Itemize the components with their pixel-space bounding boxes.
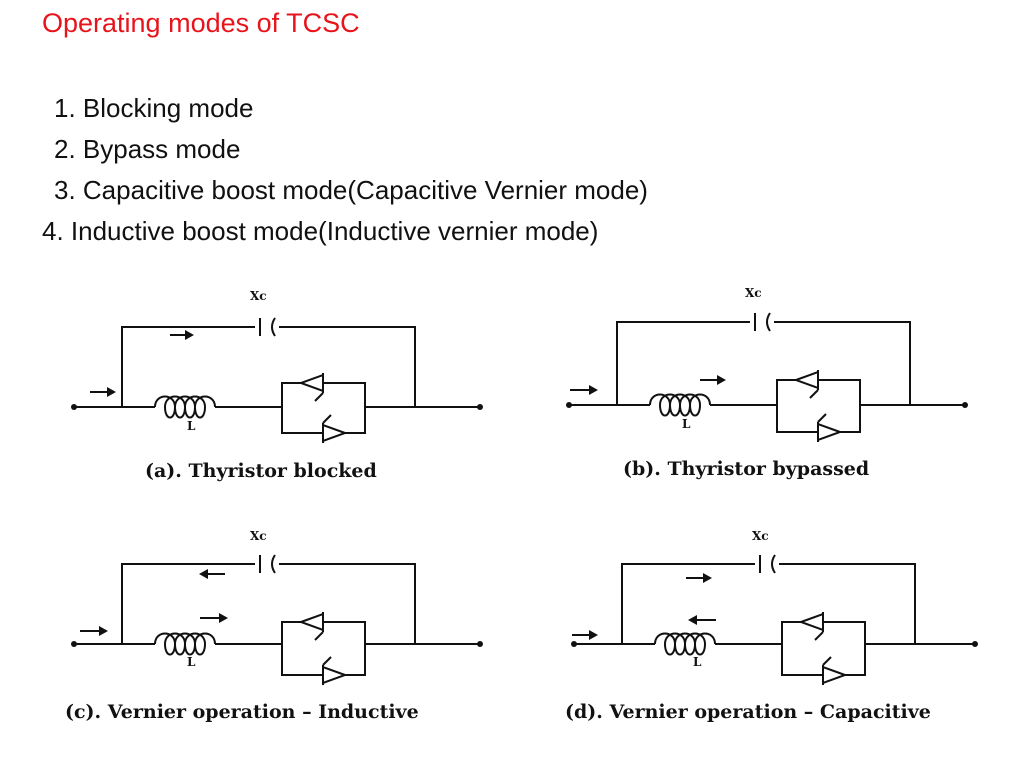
terminal-left: [566, 402, 572, 408]
mode-item-3: 3. Capacitive boost mode(Capacitive Vernier mode): [54, 175, 648, 205]
current-arrow-capacitor: [199, 569, 225, 579]
tcsc-diagram-a: [60, 280, 490, 495]
inductor-label: L: [187, 419, 196, 433]
terminal-left: [71, 404, 77, 410]
thyristor-reverse: [301, 415, 345, 443]
mode-item-2: 2. Bypass mode: [54, 134, 241, 164]
circuit-wires: [569, 322, 965, 432]
thyristor-reverse: [801, 657, 845, 685]
thyristor-forward: [801, 612, 845, 640]
capacitor-label: Xc: [250, 529, 267, 543]
circuit-diagram-a: [60, 280, 490, 495]
thyristor-forward: [796, 370, 840, 398]
capacitor-symbol: [760, 555, 775, 573]
thyristor-reverse: [796, 414, 840, 442]
diagram-caption: (c). Vernier operation – Inductive: [65, 701, 419, 723]
inductor-coil: [155, 634, 240, 655]
inductor-coil: [650, 395, 735, 416]
inductor-label: L: [187, 655, 196, 669]
inductor-coil: [655, 634, 740, 655]
capacitor-label: Xc: [752, 529, 769, 543]
capacitor-symbol: [260, 318, 275, 336]
terminal-right: [477, 641, 483, 647]
current-arrow-capacitor: [686, 573, 712, 583]
current-arrow-input: [90, 387, 116, 397]
capacitor-symbol: [260, 555, 275, 573]
circuit-wires: [74, 564, 480, 675]
capacitor-symbol: [755, 313, 770, 331]
circuit-wires: [574, 564, 975, 675]
current-arrow-inductor: [688, 615, 716, 625]
tcsc-diagram-c: [60, 520, 490, 735]
mode-item-1: 1. Blocking mode: [54, 93, 254, 123]
mode-item-4: 4. Inductive boost mode(Inductive vernier mode): [42, 216, 599, 246]
tcsc-diagram-b: [555, 280, 985, 495]
modes-list: [42, 88, 648, 252]
current-arrow-input: [80, 626, 108, 636]
diagram-caption: (a). Thyristor blocked: [145, 460, 377, 482]
tcsc-diagram-d: [560, 520, 990, 735]
slide-title: Operating modes of TCSC: [42, 8, 360, 38]
inductor-label: L: [693, 655, 702, 669]
circuit-diagram-d: [560, 520, 990, 735]
terminal-left: [71, 641, 77, 647]
terminal-right: [962, 402, 968, 408]
inductor-label: L: [682, 417, 691, 431]
circuit-diagram-b: [555, 280, 985, 495]
terminal-left: [571, 641, 577, 647]
inductor-coil: [155, 397, 240, 418]
thyristor-reverse: [301, 657, 345, 685]
current-arrow-inductor: [200, 613, 228, 623]
thyristor-forward: [301, 373, 345, 401]
current-arrow-input: [572, 630, 598, 640]
thyristor-forward: [301, 612, 345, 640]
diagram-caption: (b). Thyristor bypassed: [623, 458, 870, 480]
current-arrow-inductor: [700, 375, 726, 385]
terminal-right: [972, 641, 978, 647]
current-arrow-capacitor: [170, 330, 194, 340]
terminal-right: [477, 404, 483, 410]
diagram-caption: (d). Vernier operation – Capacitive: [565, 701, 931, 723]
circuit-diagram-c: [60, 520, 490, 735]
capacitor-label: Xc: [250, 289, 267, 303]
circuit-wires: [74, 327, 480, 433]
capacitor-label: Xc: [745, 286, 762, 300]
current-arrow-input: [570, 385, 598, 395]
